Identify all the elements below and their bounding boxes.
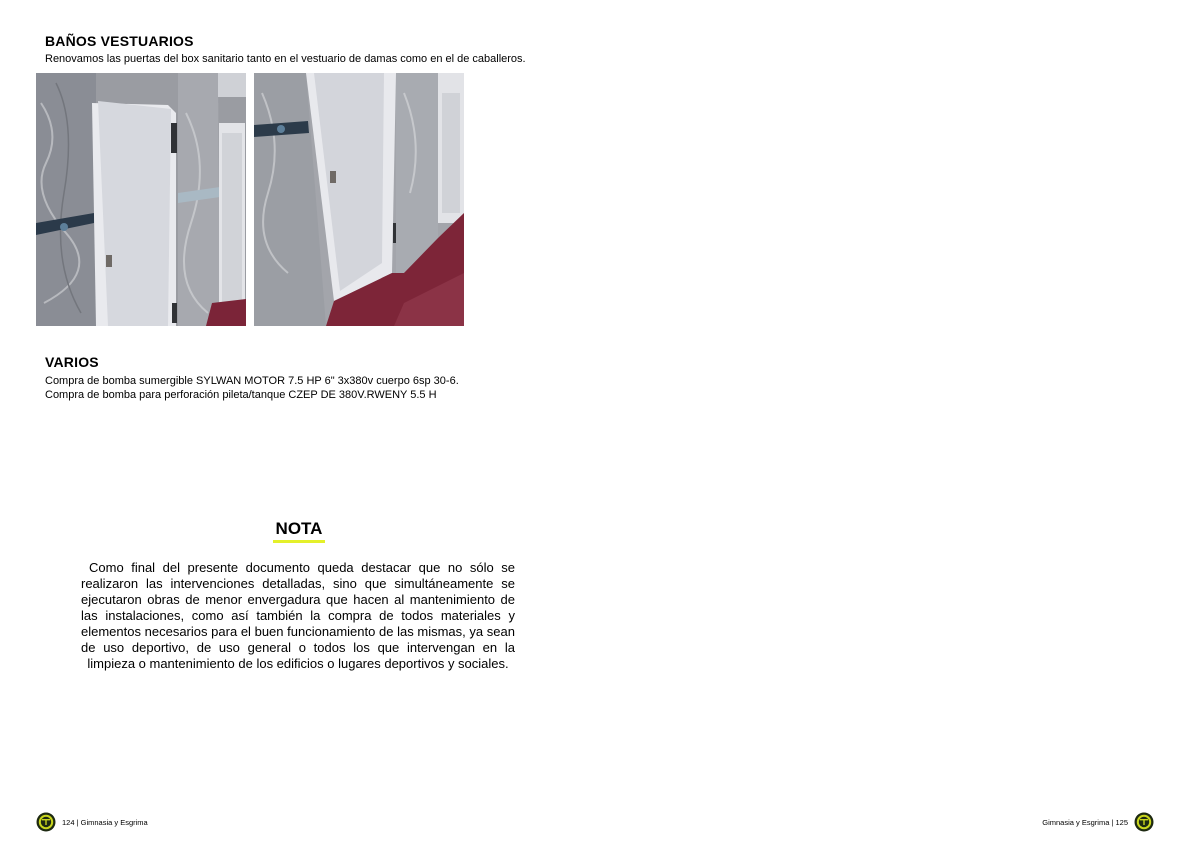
nota-paragraph: Como final del presente documento queda destacar que no sólo se realizaron las intervenciones detalladas, sino que simultáneamente se ejecutaron obras de menor envergadura que hacen al mantenimiento de las instalaciones, como así también la compra de todos materiales y elementos necesarios para el buen funcionamiento de las mismas, ya sean de uso deportivo, de uso general o todos los que intervengan en la limpieza o mantenimiento de los edificios o lugares deportivos y sociales. xyxy=(81,560,515,671)
varios-line-2: Compra de bomba para perforación pileta/tanque CZEP DE 380V.RWENY 5.5 H xyxy=(45,389,437,401)
section-title-varios: VARIOS xyxy=(45,354,99,370)
bathroom-door-photo-1 xyxy=(36,73,246,326)
footer-right-text: Gimnasia y Esgrima | 125 xyxy=(1042,818,1128,827)
section-title-banos: BAÑOS VESTUARIOS xyxy=(45,33,194,49)
section-text-banos: Renovamos las puertas del box sanitario tanto en el vestuario de damas como en el de caballeros. xyxy=(45,53,526,65)
varios-line-1: Compra de bomba sumergible SYLWAN MOTOR 7.5 HP 6" 3x380v cuerpo 6sp 30-6. xyxy=(45,375,459,387)
nota-title: NOTA xyxy=(273,519,325,543)
footer-left-text: 124 | Gimnasia y Esgrima xyxy=(62,818,148,827)
club-logo-left xyxy=(36,812,56,832)
club-logo-right xyxy=(1134,812,1154,832)
bathroom-door-photo-2 xyxy=(254,73,464,326)
